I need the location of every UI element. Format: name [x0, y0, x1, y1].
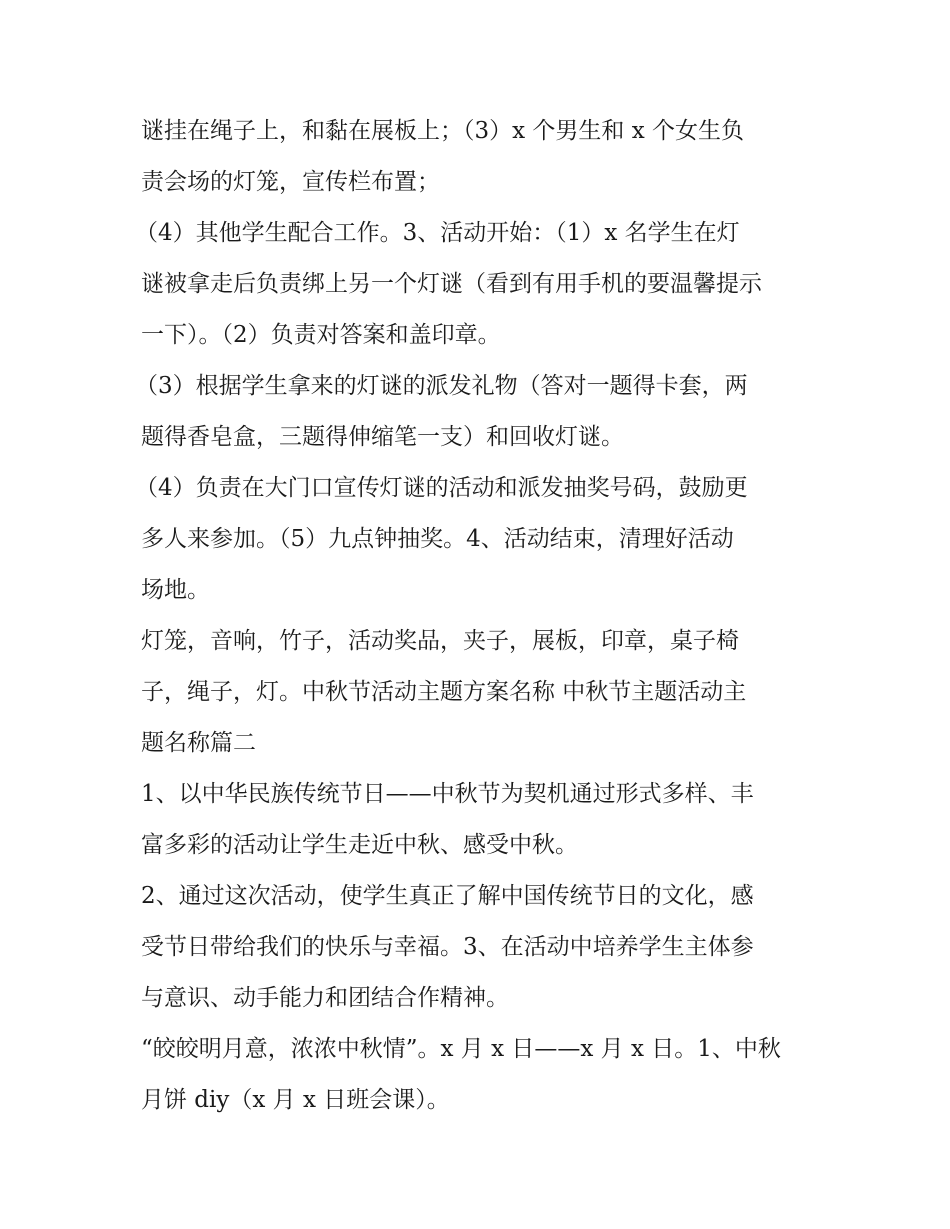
text-line: 场地。 — [141, 577, 210, 603]
text-line: 谜被拿走后负责绑上另一个灯谜（看到有用手机的要温馨提示 — [141, 271, 762, 297]
document-body — [135, 106, 821, 1126]
text-line: 多人来参加。（5）九点钟抽奖。4、活动结束，清理好活动 — [141, 526, 734, 552]
text-line: 题名称篇二 — [141, 730, 256, 756]
text-line: 与意识、动手能力和团结合作精神。 — [141, 985, 509, 1011]
text-line: 谜挂在绳子上，和黏在展板上；（3）x 个男生和 x 个女生负 — [141, 118, 745, 144]
text-line: 题得香皂盒，三题得伸缩笔一支）和回收灯谜。 — [141, 424, 624, 450]
text-line: 2、通过这次活动，使学生真正了解中国传统节日的文化，感 — [141, 883, 754, 909]
text-line: 灯笼，音响，竹子，活动奖品，夹子，展板，印章，桌子椅 — [141, 628, 739, 654]
text-line: 月饼 diy（x 月 x 日班会课）。 — [141, 1087, 450, 1113]
text-line: （4）负责在大门口宣传灯谜的活动和派发抽奖号码，鼓励更 — [135, 475, 748, 501]
text-line: 子，绳子，灯。中秋节活动主题方案名称 中秋节主题活动主 — [141, 679, 747, 705]
text-line: 受节日带给我们的快乐与幸福。3、在活动中培养学生主体参 — [141, 934, 754, 960]
text-line: （3）根据学生拿来的灯谜的派发礼物（答对一题得卡套，两 — [135, 373, 748, 399]
text-line: （4）其他学生配合工作。3、活动开始：（1）x 名学生在灯 — [135, 220, 740, 246]
text-line: 1、以中华民族传统节日——中秋节为契机通过形式多样、丰 — [141, 781, 754, 807]
text-line: 责会场的灯笼，宣传栏布置； — [141, 169, 440, 195]
text-line: 富多彩的活动让学生走近中秋、感受中秋。 — [141, 832, 578, 858]
text-line: 一下）。（2）负责对答案和盖印章。 — [141, 322, 501, 348]
text-line: “皎皎明月意，浓浓中秋情”。x 月 x 日——x 月 x 日。1、中秋 — [141, 1036, 781, 1062]
